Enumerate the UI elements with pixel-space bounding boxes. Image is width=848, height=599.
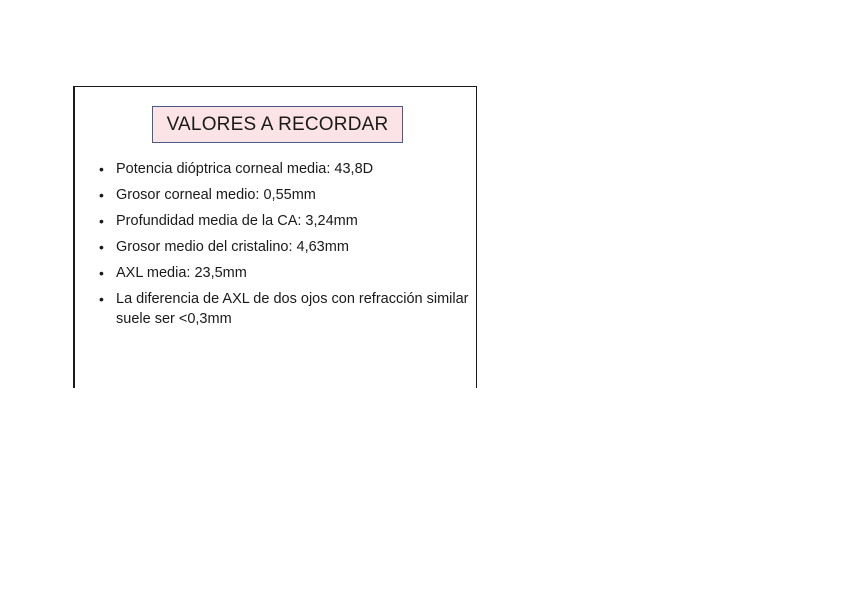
bullet-list <box>99 159 469 335</box>
slide-title: VALORES A RECORDAR <box>166 113 389 135</box>
bullet-text: La diferencia de AXL de dos ojos con refracción similar suele ser <0,3mm <box>116 291 469 327</box>
bullet-text: Grosor medio del cristalino: 4,63mm <box>116 239 349 255</box>
bullet-item-corneal-power <box>99 159 469 179</box>
bullet-marker: • <box>99 265 104 281</box>
bullet-marker: • <box>99 161 104 177</box>
slide-title-box <box>152 106 403 143</box>
bullet-item-corneal-thickness <box>99 185 469 205</box>
bullet-text: AXL media: 23,5mm <box>116 265 247 281</box>
slide <box>73 86 477 388</box>
bullet-item-axl-difference <box>99 289 469 329</box>
bullet-item-axl-mean <box>99 263 469 283</box>
bullet-item-lens-thickness <box>99 237 469 257</box>
bullet-marker: • <box>99 187 104 203</box>
bullet-item-chamber-depth <box>99 211 469 231</box>
bullet-marker: • <box>99 239 104 255</box>
bullet-marker: • <box>99 213 104 229</box>
bullet-marker: • <box>99 291 104 307</box>
bullet-text: Profundidad media de la CA: 3,24mm <box>116 213 358 229</box>
bullet-text: Potencia dióptrica corneal media: 43,8D <box>116 161 374 177</box>
bullet-text: Grosor corneal medio: 0,55mm <box>116 187 316 203</box>
